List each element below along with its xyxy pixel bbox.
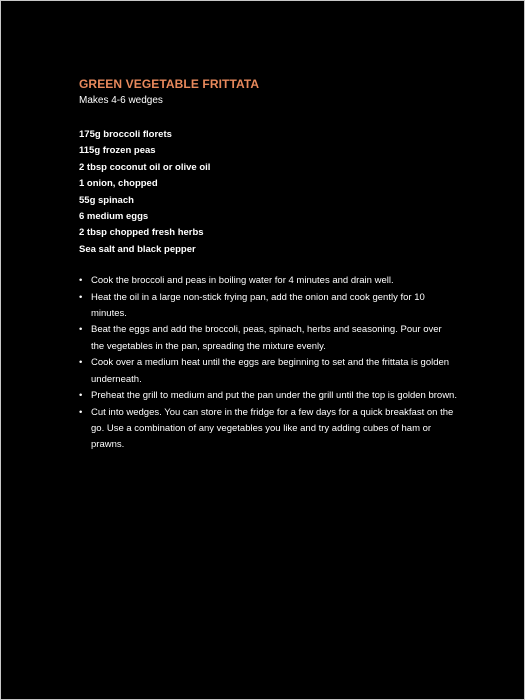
ingredient-item: 1 onion, chopped: [79, 178, 158, 190]
ingredient-item: 2 tbsp coconut oil or olive oil: [79, 161, 211, 173]
ingredient-item: 55g spinach: [79, 194, 134, 206]
method-list: [79, 273, 457, 453]
method-step: [79, 273, 457, 289]
recipe-title: GREEN VEGETABLE FRITTATA: [79, 77, 260, 91]
method-step-text: Heat the oil in a large non-stick frying pan, add the onion and cook gently for 10 minutes.: [91, 291, 425, 320]
bullet-icon: •: [79, 324, 83, 336]
recipe-yield: Makes 4-6 wedges: [79, 95, 163, 106]
ingredient-list: [79, 127, 457, 258]
ingredient-item: 6 medium eggs: [79, 211, 149, 223]
ingredient-item: Sea salt and black pepper: [79, 243, 196, 255]
method-step-text: Beat the eggs and add the broccoli, peas, spinach, herbs and seasoning. Pour over the vegetables in the pan, spreading the mixture evenly.: [91, 324, 442, 352]
bullet-icon: •: [79, 291, 83, 303]
ingredient-item: 2 tbsp chopped fresh herbs: [79, 227, 204, 239]
ingredient-item: 175g broccoli florets: [79, 129, 172, 140]
bullet-icon: •: [79, 275, 83, 287]
method-step-text: Cook the broccoli and peas in boiling water for 4 minutes and drain well.: [91, 275, 394, 287]
method-step-text: Cut into wedges. You can store in the fridge for a few days for a quick breakfast on the go. Use a combination of any vegetables you like and try adding cubes of ham or prawns.: [91, 406, 454, 451]
method-step: [79, 322, 457, 355]
method-step: [79, 290, 457, 323]
method-step: [79, 388, 457, 404]
bullet-icon: •: [79, 357, 83, 369]
ingredient-item: 115g frozen peas: [79, 145, 156, 157]
method-step: [79, 355, 457, 388]
method-step-text: Cook over a medium heat until the eggs are beginning to set and the frittata is golden underneath.: [91, 357, 450, 385]
bullet-icon: •: [79, 406, 83, 418]
recipe-content: [79, 75, 457, 454]
method-step: [79, 405, 457, 454]
method-step-text: Preheat the grill to medium and put the pan under the grill until the top is golden brown.: [91, 390, 457, 402]
bullet-icon: •: [79, 390, 83, 402]
